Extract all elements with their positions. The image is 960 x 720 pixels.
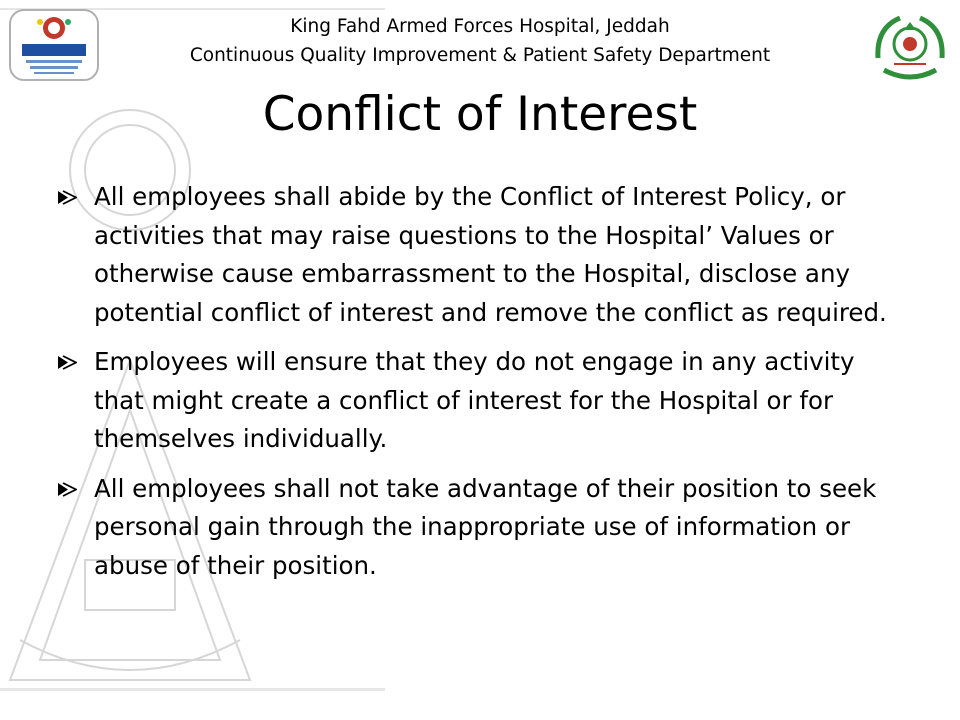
arrow-bullet-icon: [57, 482, 77, 497]
bullet-item: [57, 178, 902, 332]
bullet-text: Employees will ensure that they do not engage in any activity that might create a conflict of interest for the Hospital or for themselves individually.: [94, 347, 855, 453]
kfafh-cqi-logo: [8, 8, 100, 82]
arrow-bullet-icon: [57, 355, 77, 370]
bullet-text: All employees shall not take advantage of their position to seek personal gain through the inappropriate use of information or abuse of their position.: [94, 473, 877, 580]
slide-title: Conflict of Interest: [262, 87, 698, 142]
bullet-item: [57, 470, 902, 586]
department-name: Continuous Quality Improvement & Patient Safety Department: [189, 45, 771, 66]
hospital-name: King Fahd Armed Forces Hospital, Jeddah: [290, 16, 670, 37]
bullet-list: [57, 178, 902, 596]
arrow-bullet-icon: [57, 190, 77, 205]
armed-forces-emblem-logo: [870, 8, 950, 88]
bullet-item: [57, 343, 902, 459]
bullet-text: All employees shall abide by the Conflict of Interest Policy, or activities that may raise questions to the Hospital’ Values or otherwise cause embarrassment to the Hospital, disclose any potential conflict of interest and remove the conflict as required.: [94, 182, 887, 327]
